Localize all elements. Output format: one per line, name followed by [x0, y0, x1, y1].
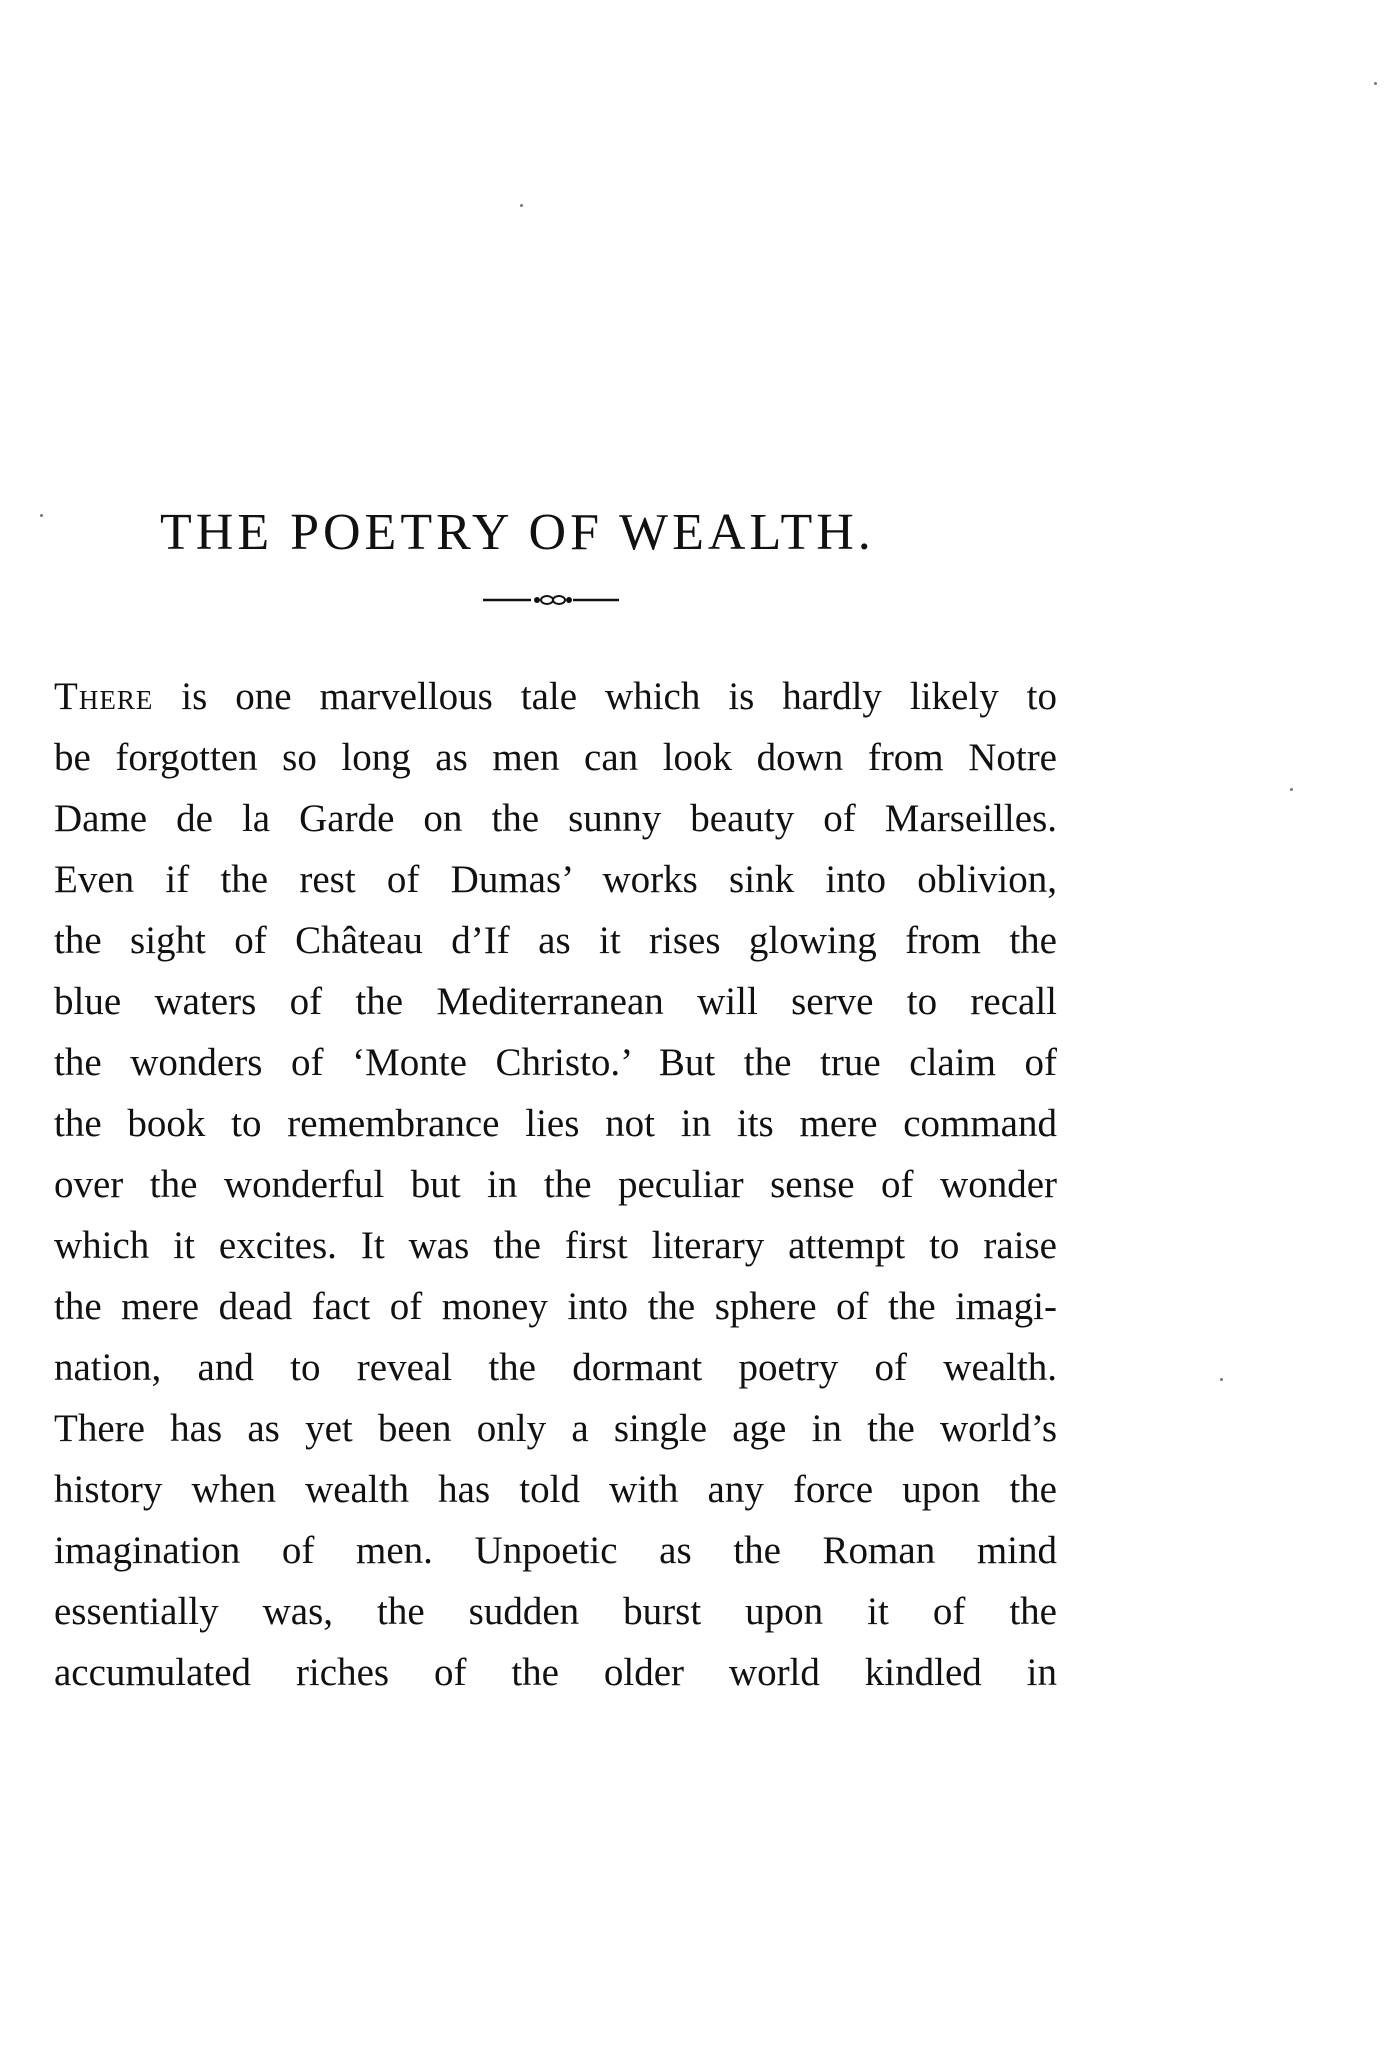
title-ornament	[481, 590, 621, 610]
text-line-17: accumulated riches of the older world kindled in	[54, 1651, 1057, 1694]
text-line-10: which it excites. It was the first literary attempt to raise	[54, 1224, 1057, 1267]
text-line-11: the mere dead fact of money into the sphere of the imagi-	[54, 1285, 1057, 1328]
text-line-14: history when wealth has told with any force upon the	[54, 1468, 1057, 1511]
text-line-7: the wonders of ‘Monte Christo.’ But the true claim of	[54, 1041, 1057, 1084]
paper-speck	[520, 204, 523, 207]
paper-speck	[1290, 788, 1293, 791]
body-paragraph	[54, 666, 1057, 1703]
paper-speck	[40, 514, 43, 517]
text-line-9: over the wonderful but in the peculiar sense of wonder	[54, 1163, 1057, 1206]
text-line-8: the book to remembrance lies not in its mere command	[54, 1102, 1057, 1145]
text-line-4: Even if the rest of Dumas’ works sink into oblivion,	[54, 858, 1057, 901]
text-line-6: blue waters of the Mediterranean will serve to recall	[54, 980, 1057, 1023]
text-line-5: the sight of Château d’If as it rises glowing from the	[54, 919, 1057, 962]
chapter-title: THE POETRY OF WEALTH.	[160, 503, 875, 561]
text-line-2: be forgotten so long as men can look down from Notre	[54, 736, 1057, 779]
text-line-15: imagination of men. Unpoetic as the Roman mind	[54, 1529, 1057, 1572]
text-line-16: essentially was, the sudden burst upon it of the	[54, 1590, 1057, 1633]
text-line-3: Dame de la Garde on the sunny beauty of Marseilles.	[54, 797, 1057, 840]
paper-speck	[1374, 82, 1377, 85]
text-line-12: nation, and to reveal the dormant poetry of wealth.	[54, 1346, 1057, 1389]
text-line-1: There is one marvellous tale which is hardly likely to	[54, 675, 1057, 718]
paper-speck	[1220, 1378, 1223, 1381]
drop-word: There	[54, 675, 154, 718]
text-line-13: There has as yet been only a single age in the world’s	[54, 1407, 1057, 1450]
